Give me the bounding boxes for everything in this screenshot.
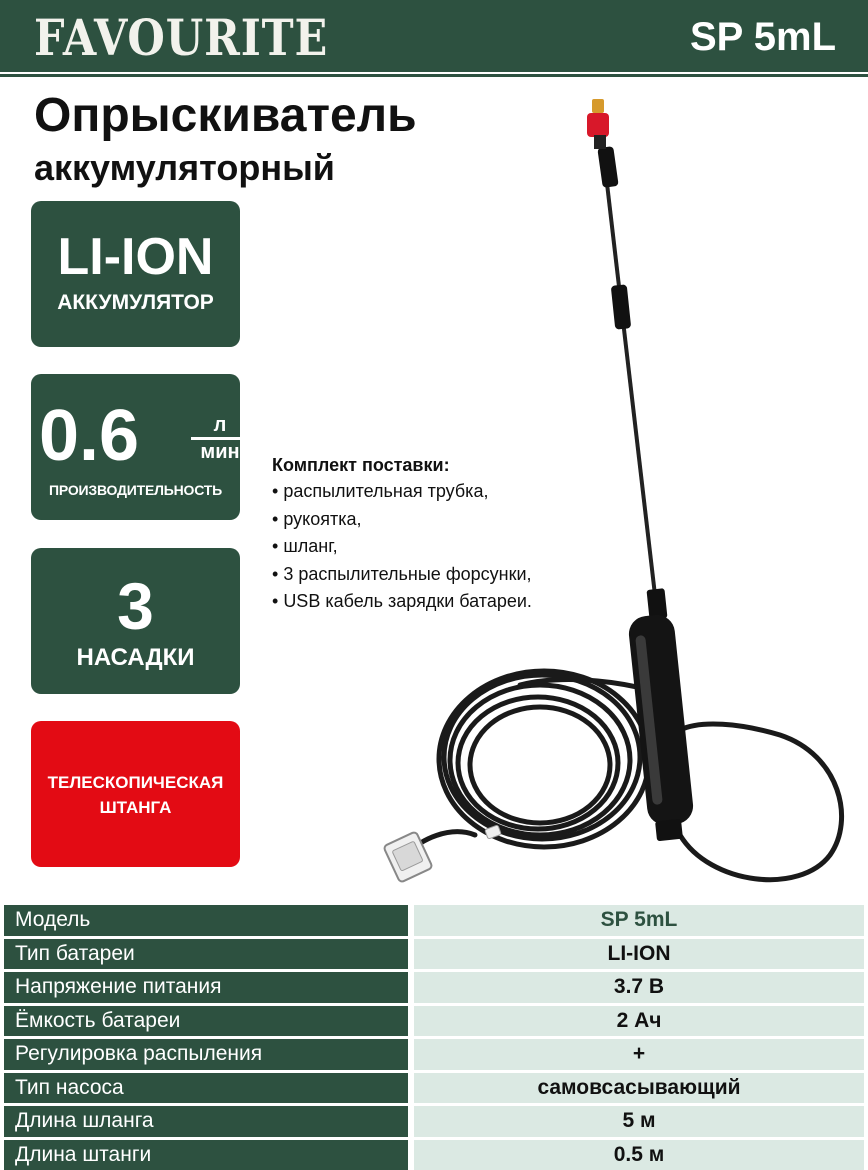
kit-item: • рукоятка, <box>272 506 632 534</box>
spec-key: Тип насоса <box>4 1073 408 1104</box>
spec-key: Регулировка распыления <box>4 1039 408 1070</box>
flow-unit-denominator: мин <box>200 441 240 463</box>
table-row <box>4 905 864 936</box>
table-row <box>4 1073 864 1104</box>
brand-logo: FAVOURITE <box>34 8 329 67</box>
spec-key: Модель <box>4 905 408 936</box>
spec-value: LI-ION <box>414 939 864 970</box>
battery-badge <box>31 201 240 347</box>
flow-value: 0.6 <box>39 396 140 476</box>
flow-unit-numerator: л <box>191 414 249 440</box>
page-subtitle: аккумуляторный <box>34 147 335 188</box>
flow-badge <box>31 374 240 520</box>
battery-type: LI-ION <box>57 228 214 286</box>
kit-item: • USB кабель зарядки батареи. <box>272 588 632 616</box>
kit-item: • распылительная трубка, <box>272 478 632 506</box>
spec-value: самовсасывающий <box>414 1073 864 1104</box>
spec-key: Длина шланга <box>4 1106 408 1137</box>
spray-wand <box>597 146 667 620</box>
spec-key: Длина штанги <box>4 1140 408 1170</box>
table-row <box>4 1140 864 1170</box>
table-row <box>4 1039 864 1070</box>
product-image <box>380 95 868 895</box>
nozzles-caption: НАСАДКИ <box>76 644 195 671</box>
nozzles-count: 3 <box>117 569 154 643</box>
kit-item: • шланг, <box>272 533 632 561</box>
battery-caption: АККУМУЛЯТОР <box>57 291 214 314</box>
table-row <box>4 1006 864 1037</box>
table-row <box>4 972 864 1003</box>
sprayer-handle <box>627 613 695 841</box>
spec-key: Ёмкость батареи <box>4 1006 408 1037</box>
spray-nozzle <box>587 99 609 149</box>
telescopic-line1: ТЕЛЕСКОПИЧЕСКАЯ <box>47 773 224 792</box>
flow-caption: ПРОИЗВОДИТЕЛЬНОСТЬ <box>49 482 222 498</box>
spec-value: + <box>414 1039 864 1070</box>
telescopic-line2: ШТАНГА <box>99 798 172 817</box>
header-divider <box>0 74 868 77</box>
spec-key: Напряжение питания <box>4 972 408 1003</box>
telescopic-badge <box>31 721 240 867</box>
page-title: Опрыскиватель <box>34 89 417 142</box>
model-name: SP 5mL <box>690 15 836 59</box>
table-row <box>4 1106 864 1137</box>
table-row <box>4 939 864 970</box>
kit-item: • 3 распылительные форсунки, <box>272 561 632 589</box>
spec-value: 2 Ач <box>414 1006 864 1037</box>
header-bar <box>0 0 868 72</box>
spec-value: 3.7 В <box>414 972 864 1003</box>
kit-title: Комплект поставки: <box>272 455 450 475</box>
spec-key: Тип батареи <box>4 939 408 970</box>
spec-value: 5 м <box>414 1106 864 1137</box>
spec-value: SP 5mL <box>414 905 864 936</box>
specs-table <box>4 902 864 1170</box>
spec-value: 0.5 м <box>414 1140 864 1170</box>
nozzles-badge <box>31 548 240 694</box>
